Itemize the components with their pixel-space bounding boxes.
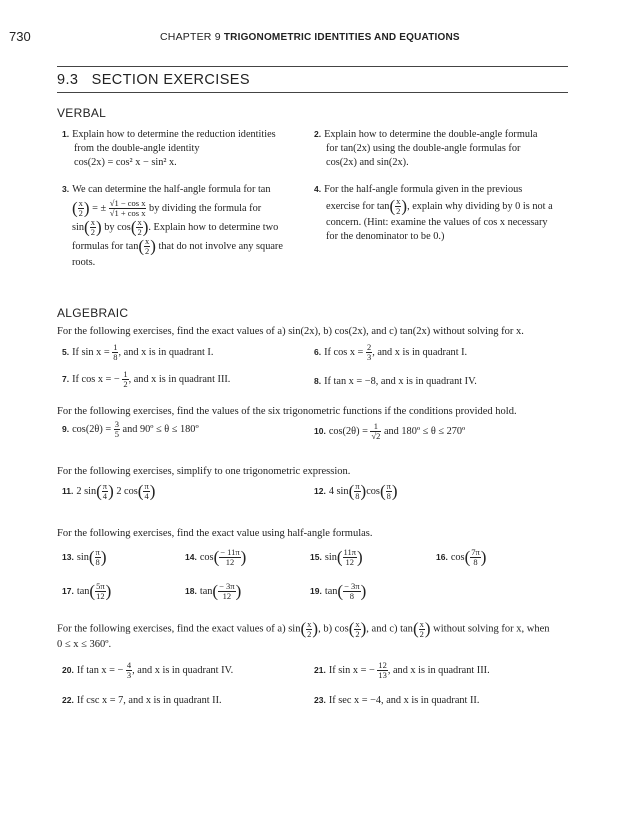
- exercise-3: 3. We can determine the half-angle formula for tan ( $\frac{x}{2}$ ) = ± $\frac{\text{√1 − cos x}}{\text{√1 + cos x}}$ by dividing the formula for sin( $\frac{x}{2}$ ) by cos( $\frac{x}{2}$ ). Explain how to determine two formulas for tan( $\frac{x}{2}$ ) that do not involve any square roots.: [62, 182, 307, 270]
- exercise-number: 7.: [62, 373, 70, 384]
- exercise-14: 14. cos( $\frac{- 11\pi}{12}$ ): [185, 547, 247, 567]
- exercise-1: [62, 127, 302, 170]
- exercise-text: by cos: [104, 221, 131, 233]
- exercise-text: cos: [199, 551, 214, 563]
- fraction: $\frac{3}{5}$: [114, 419, 119, 439]
- exercise-text: cos: [450, 551, 465, 563]
- exercise-23: [314, 693, 479, 708]
- exercise-12: 12. 4 sin( $\frac{\pi}{8}$ )cos( $\frac{\pi}{8}$ ): [314, 481, 398, 501]
- exercise-text: If cos x = −: [72, 373, 120, 385]
- exercise-number: 14.: [185, 551, 197, 562]
- exercise-text: If sin x = −: [328, 664, 375, 676]
- exercise-text: cos(2θ) =: [72, 423, 112, 435]
- exercise-number: 17.: [62, 585, 74, 596]
- exercise-text: Explain how to determine the double-angle formula: [324, 129, 538, 140]
- exercise-text: . Explain how to determine two: [148, 221, 279, 233]
- exercise-text: exercise for tan: [326, 200, 390, 212]
- exercise-number: 8.: [314, 376, 322, 386]
- exercise-text: If csc x = 7, and x is in quadrant II.: [76, 695, 222, 706]
- exercise-number: 20.: [62, 664, 74, 675]
- exercise-19: 19. tan( $\frac{- 3\pi}{8}$ ): [310, 581, 367, 601]
- exercise-number: 18.: [185, 585, 197, 596]
- exercise-18: 18. tan( $\frac{- 3\pi}{12}$ ): [185, 581, 242, 601]
- section-name: SECTION EXERCISES: [91, 72, 250, 88]
- running-header: [160, 31, 460, 43]
- half-angle-formula: [62, 199, 307, 218]
- page-number: 730: [9, 29, 31, 44]
- exercise-number: 10.: [314, 425, 326, 436]
- exercise-text: We can determine the half-angle formula for tan: [72, 184, 271, 195]
- exercise-number: 19.: [310, 585, 322, 596]
- exercise-15: 15. sin( $\frac{11\pi}{12}$ ): [310, 547, 363, 567]
- exercise-text: from the double-angle identity: [74, 143, 200, 154]
- exercise-text: If tan x = −8, and x is in quadrant IV.: [324, 376, 477, 387]
- exercise-text: , and x is in quadrant III.: [387, 664, 490, 676]
- exercise-text: 2 sin: [76, 485, 97, 497]
- paren: (: [72, 198, 78, 218]
- exercise-text: sin: [324, 551, 337, 563]
- exercise-text: formulas for tan: [72, 240, 139, 252]
- fraction: $\frac{4}{3}$: [126, 660, 132, 680]
- fraction: $\frac{x}{2}$: [78, 198, 83, 218]
- equals-plus-minus: = ±: [92, 202, 107, 214]
- instruction-5: For the following exercises, find the exact values of a) sin( $\frac{x}{2}$ ), b) cos( $\frac{x}{2}$ ), and c) tan( $\frac{x}{2}$ ) without solving for x, when 0 ≤ x ≤ 360º.: [57, 619, 567, 650]
- exercise-number: 5.: [62, 346, 70, 357]
- exercise-text: cos: [366, 485, 380, 497]
- exercise-text: , and x is in quadrant I.: [118, 346, 214, 358]
- instruction-3: For the following exercises, simplify to one trigonometric expression.: [57, 466, 351, 477]
- instruction-4: For the following exercises, find the exact value using half-angle formulas.: [57, 528, 373, 539]
- exercise-number: 15.: [310, 551, 322, 562]
- exercise-11: 11. 2 sin( $\frac{\pi}{4}$ ) 2 cos( $\frac{\pi}{4}$ ): [62, 481, 156, 501]
- section-title: [57, 72, 250, 88]
- exercise-text: If sin x =: [72, 346, 110, 358]
- verbal-heading: VERBAL: [57, 106, 107, 120]
- section-rule-bottom: [57, 92, 568, 93]
- exercise-5: [62, 343, 213, 362]
- exercise-number: 6.: [314, 346, 322, 357]
- exercise-text: , and x is in quadrant III.: [128, 373, 231, 385]
- exercise-text: 4 sin: [328, 485, 349, 497]
- exercise-text: For the half-angle formula given in the previous: [324, 184, 523, 195]
- exercise-text: and 90º ≤ θ ≤ 180º: [122, 423, 199, 435]
- exercise-2: [314, 127, 564, 170]
- exercise-text: cos(2x) = cos² x − sin² x.: [74, 157, 177, 168]
- fraction: $\frac{1}{8}$: [113, 342, 118, 362]
- exercise-text: tan: [324, 585, 338, 597]
- exercise-text: tan: [76, 585, 90, 597]
- fraction: $\frac{1}{√2}$: [371, 421, 381, 441]
- instruction-2: For the following exercises, find the values of the six trigonometric functions if the conditions provided hold.: [57, 406, 517, 417]
- exercise-number: 12.: [314, 485, 326, 496]
- exercise-9: [62, 420, 199, 439]
- exercise-number: 16.: [436, 551, 448, 562]
- exercise-8: [314, 374, 477, 389]
- exercise-number: 22.: [62, 695, 74, 705]
- exercise-text: 2 cos: [116, 485, 138, 497]
- exercise-text: , explain why dividing by 0 is not a: [407, 200, 553, 212]
- exercise-text: sin: [76, 551, 89, 563]
- chapter-title: TRIGONOMETRIC IDENTITIES AND EQUATIONS: [223, 32, 460, 43]
- exercise-number: 3.: [62, 184, 70, 194]
- exercise-text: concern. (Hint: examine the values of cos x necessary: [326, 217, 548, 228]
- exercise-text: cos(2θ) =: [328, 425, 368, 437]
- exercise-22: [62, 693, 222, 708]
- exercise-text: If tan x = −: [76, 664, 124, 676]
- exercise-text: for tan(2x) using the double-angle formulas for: [326, 143, 521, 154]
- exercise-21: [314, 661, 490, 680]
- sqrt-fraction: $\frac{\text{√1 − cos x}}{\text{√1 + cos x}}$: [109, 198, 146, 218]
- exercise-text: , and x is in quadrant I.: [372, 346, 468, 358]
- exercise-text: by dividing the formula for: [149, 202, 262, 214]
- instruction-5-cont: 0 ≤ x ≤ 360º.: [57, 639, 112, 650]
- exercise-number: 21.: [314, 664, 326, 675]
- exercise-number: 4.: [314, 184, 322, 194]
- exercise-text: tan: [199, 585, 213, 597]
- exercise-17: 17. tan( $\frac{5\pi}{12}$ ): [62, 581, 112, 601]
- exercise-number: 11.: [62, 485, 74, 496]
- exercise-13: 13. sin( $\frac{\pi}{8}$ ): [62, 547, 107, 567]
- exercise-text: Explain how to determine the reduction identities: [72, 129, 276, 140]
- section-rule-top: [57, 66, 568, 67]
- fraction: $\frac{2}{3}$: [366, 342, 372, 362]
- exercise-20: [62, 661, 233, 680]
- fraction: $\frac{12}{13}$: [378, 660, 387, 680]
- exercise-text: and 180º ≤ θ ≤ 270º: [383, 425, 466, 437]
- paren: ): [83, 198, 90, 218]
- exercise-number: 1.: [62, 129, 70, 139]
- exercise-number: 23.: [314, 695, 326, 705]
- section-number: 9.3: [57, 72, 79, 88]
- chapter-label: CHAPTER 9: [160, 31, 221, 43]
- exercise-text: for the denominator to be 0.): [326, 231, 445, 242]
- exercise-10: [314, 422, 465, 441]
- exercise-text: that do not involve any square: [158, 240, 283, 252]
- exercise-text: sin: [72, 221, 85, 233]
- exercise-text: , and x is in quadrant IV.: [132, 664, 234, 676]
- exercise-text: If cos x =: [324, 346, 364, 358]
- instruction-1: For the following exercises, find the exact values of a) sin(2x), b) cos(2x), and c) tan(2x) without solving for x.: [57, 326, 524, 337]
- exercise-16: 16. cos( $\frac{7\pi}{8}$ ): [436, 547, 487, 567]
- exercise-number: 13.: [62, 551, 74, 562]
- fraction: $\frac{1}{2}$: [123, 369, 128, 389]
- exercise-text: If sec x = −4, and x is in quadrant II.: [328, 695, 480, 706]
- exercise-6: [314, 343, 467, 362]
- exercise-text: roots.: [72, 257, 96, 268]
- exercise-number: 2.: [314, 129, 322, 139]
- algebraic-heading: ALGEBRAIC: [57, 306, 129, 320]
- exercise-text: cos(2x) and sin(2x).: [326, 157, 409, 168]
- exercise-7: [62, 370, 230, 389]
- exercise-number: 9.: [62, 423, 70, 434]
- exercise-4: 4. For the half-angle formula given in the previous exercise for tan( $\frac{x}{2}$ ), explain why dividing by 0 is not a concern. (Hint: examine the values of cos x necessary for the denominator to be 0.): [314, 182, 564, 244]
